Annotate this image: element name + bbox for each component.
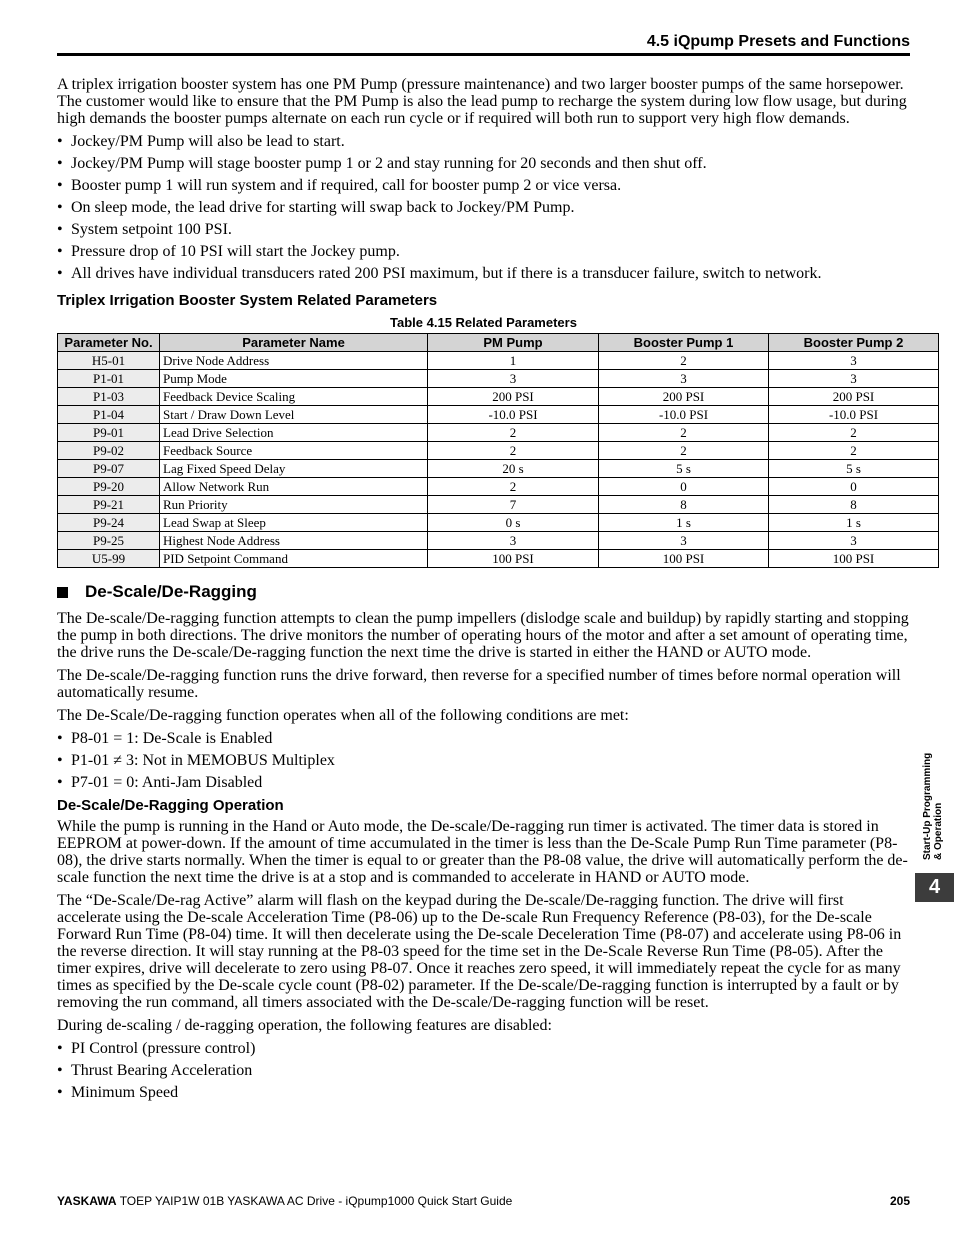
footer-doc-title: TOEP YAIP1W 01B YASKAWA AC Drive - iQpump1000 Quick Start Guide (116, 1194, 513, 1208)
parameter-value-cell: 3 (428, 370, 599, 388)
parameter-number-cell: P9-07 (58, 460, 160, 478)
column-header: Parameter Name (160, 334, 428, 352)
body-paragraph: The De-Scale/De-ragging function operates when all of the following conditions are met: (57, 707, 629, 724)
parameter-value-cell: -10.0 PSI (428, 406, 599, 424)
column-header: PM Pump (428, 334, 599, 352)
parameter-name-cell: Start / Draw Down Level (160, 406, 428, 424)
parameter-name-cell: Allow Network Run (160, 478, 428, 496)
parameter-number-cell: P9-21 (58, 496, 160, 514)
parameter-value-cell: 5 s (599, 460, 769, 478)
parameter-value-cell: 1 (428, 352, 599, 370)
intro-bullet-list (57, 133, 910, 282)
parameter-name-cell: Lead Drive Selection (160, 424, 428, 442)
parameter-number-cell: H5-01 (58, 352, 160, 370)
parameter-value-cell: 0 (769, 478, 939, 496)
parameter-value-cell: 1 s (769, 514, 939, 532)
parameter-value-cell: 200 PSI (769, 388, 939, 406)
parameter-name-cell: Pump Mode (160, 370, 428, 388)
side-tab-line: & Operation (933, 802, 944, 860)
list-item: • Minimum Speed (57, 1084, 910, 1101)
parameter-value-cell: 8 (599, 496, 769, 514)
list-item: • Jockey/PM Pump will also be lead to start. (57, 133, 910, 150)
list-item: • Pressure drop of 10 PSI will start the Jockey pump. (57, 243, 910, 260)
parameter-number-cell: P9-02 (58, 442, 160, 460)
parameter-value-cell: 3 (769, 352, 939, 370)
parameter-value-cell: 8 (769, 496, 939, 514)
table-row (58, 460, 939, 478)
parameter-name-cell: Feedback Source (160, 442, 428, 460)
parameter-value-cell: 200 PSI (599, 388, 769, 406)
table-row (58, 532, 939, 550)
chapter-tab: 4 (915, 873, 954, 902)
list-item: • P7-01 = 0: Anti-Jam Disabled (57, 774, 910, 791)
table-row (58, 388, 939, 406)
parameter-name-cell: Lag Fixed Speed Delay (160, 460, 428, 478)
parameter-name-cell: PID Setpoint Command (160, 550, 428, 568)
list-item: • Booster pump 1 will run system and if required, call for booster pump 2 or vice versa. (57, 177, 910, 194)
parameter-value-cell: 5 s (769, 460, 939, 478)
parameter-number-cell: P9-20 (58, 478, 160, 496)
parameter-number-cell: P9-25 (58, 532, 160, 550)
section-marker-icon (57, 587, 68, 598)
parameter-value-cell: 3 (599, 532, 769, 550)
parameter-number-cell: P9-24 (58, 514, 160, 532)
table-row (58, 406, 939, 424)
header-rule (57, 53, 910, 56)
column-header: Parameter No. (58, 334, 160, 352)
parameter-value-cell: 20 s (428, 460, 599, 478)
parameter-value-cell: 2 (599, 424, 769, 442)
page-number: 205 (889, 1194, 910, 1208)
table-row (58, 514, 939, 532)
parameter-value-cell: 1 s (599, 514, 769, 532)
parameter-value-cell: 100 PSI (599, 550, 769, 568)
parameter-name-cell: Run Priority (160, 496, 428, 514)
operation-heading: De-Scale/De-Ragging Operation (57, 797, 284, 814)
parameter-number-cell: P1-04 (58, 406, 160, 424)
list-item: • Jockey/PM Pump will stage booster pump 1 or 2 and stay running for 20 seconds and then shut off. (57, 155, 910, 172)
parameter-number-cell: P9-01 (58, 424, 160, 442)
related-parameters-table (57, 333, 939, 568)
parameter-value-cell: -10.0 PSI (599, 406, 769, 424)
parameter-value-cell: 3 (769, 370, 939, 388)
table-row (58, 424, 939, 442)
table-row (58, 370, 939, 388)
parameter-value-cell: 200 PSI (428, 388, 599, 406)
parameter-value-cell: 100 PSI (428, 550, 599, 568)
parameter-name-cell: Feedback Device Scaling (160, 388, 428, 406)
table-row (58, 442, 939, 460)
body-paragraph: The De-scale/De-ragging function attempts to clean the pump impellers (dislodge scale and buildup) by rapidly starting and stopping the pump in both directions. The drive monitors the number of operating hours of the motor and after a set amount of operating time, the drive runs the De-scale/De-ragging function the next time the drive is started in either the HAND or AUTO mode. (57, 610, 909, 661)
parameter-number-cell: U5-99 (58, 550, 160, 568)
parameter-value-cell: 7 (428, 496, 599, 514)
list-item: • Thrust Bearing Acceleration (57, 1062, 910, 1079)
side-tab-label (922, 730, 944, 860)
body-paragraph: The “De-Scale/De-rag Active” alarm will flash on the keypad during the De-scale/De-ragging function. The drive will first accelerate using the De-scale Acceleration Time (P8-06) up to the De-scale Run Frequency Reference (P8-03), for the De-scale Forward Run Time (P8-04) time. It will then decelerate using the De-scale Deceleration Time (P8-07) and accelerate using P8-06 in the reverse direction. It will stay running at the P8-03 speed for the time set in the De-Scale Reverse Run Time (P8-05). After the timer expires, drive will decelerate to zero using P8-07. Once it reaches zero speed, it will immediately repeat the cycle for as many times as specified by the De-scale cycle count (P8-02) parameter. If the De-scale/De-ragging function is interrupted by a fault or by removing the run command, all timers associated with the De-scale/De-ragging function will be reset. (57, 892, 902, 1011)
column-header: Booster Pump 1 (599, 334, 769, 352)
parameter-value-cell: 2 (769, 424, 939, 442)
parameter-name-cell: Highest Node Address (160, 532, 428, 550)
disabled-features-list (57, 1040, 910, 1101)
parameter-value-cell: 2 (428, 478, 599, 496)
section-heading (57, 582, 910, 602)
parameter-value-cell: 2 (428, 442, 599, 460)
parameter-value-cell: 100 PSI (769, 550, 939, 568)
parameter-value-cell: 2 (599, 352, 769, 370)
page-header-title: 4.5 iQpump Presets and Functions (646, 33, 910, 50)
parameter-value-cell: 2 (599, 442, 769, 460)
table-body (58, 352, 939, 568)
list-item: • P8-01 = 1: De-Scale is Enabled (57, 730, 910, 747)
body-paragraph: The De-scale/De-ragging function runs the drive forward, then reverse for a specified number of times before normal operation will automatically resume. (57, 667, 901, 701)
body-paragraph: During de-scaling / de-ragging operation, the following features are disabled: (57, 1017, 552, 1034)
parameter-value-cell: 2 (428, 424, 599, 442)
related-params-heading: Triplex Irrigation Booster System Related Parameters (57, 292, 438, 309)
list-item: • PI Control (pressure control) (57, 1040, 910, 1057)
column-header: Booster Pump 2 (769, 334, 939, 352)
conditions-list (57, 730, 910, 791)
parameter-name-cell: Lead Swap at Sleep (160, 514, 428, 532)
list-item: • System setpoint 100 PSI. (57, 221, 910, 238)
page-footer (57, 1194, 910, 1208)
parameter-value-cell: 2 (769, 442, 939, 460)
table-row (58, 352, 939, 370)
table-caption: Table 4.15 Related Parameters (390, 315, 577, 330)
footer-brand: YASKAWA (57, 1194, 117, 1208)
list-item: • P1-01 ≠ 3: Not in MEMOBUS Multiplex (57, 752, 910, 769)
parameter-number-cell: P1-01 (58, 370, 160, 388)
parameter-name-cell: Drive Node Address (160, 352, 428, 370)
parameter-value-cell: 3 (428, 532, 599, 550)
table-row (58, 550, 939, 568)
parameter-number-cell: P1-03 (58, 388, 160, 406)
section-title: De-Scale/De-Ragging (85, 582, 257, 601)
parameter-value-cell: 3 (599, 370, 769, 388)
list-item: • On sleep mode, the lead drive for starting will swap back to Jockey/PM Pump. (57, 199, 910, 216)
intro-paragraph: A triplex irrigation booster system has one PM Pump (pressure maintenance) and two larger booster pumps of the same horsepower. The customer would like to ensure that the PM Pump is also the lead pump to recharge the system during low flow usage, but during high demands the booster pumps alternate on each run cycle or if required will both run to support very high flow demands. (57, 76, 907, 127)
parameter-value-cell: 0 s (428, 514, 599, 532)
table-header-row (58, 334, 939, 352)
table-row (58, 496, 939, 514)
parameter-value-cell: -10.0 PSI (769, 406, 939, 424)
parameter-value-cell: 3 (769, 532, 939, 550)
body-paragraph: While the pump is running in the Hand or Auto mode, the De-scale/De-ragging run timer is activated. The timer data is stored in EEPROM at power-down. If the amount of time accumulated in the timer is less than the De-Scale Pump Run Time parameter (P8-08), the drive starts normally. When the timer is equal to or greater than the P8-08 value, the drive will automatically perform the de-scale function the next time the drive is at a stop and is commanded to accelerate in HAND or AUTO mode. (57, 818, 908, 886)
table-row (58, 478, 939, 496)
side-tab-line: Start-Up Programming (922, 752, 933, 860)
list-item: • All drives have individual transducers rated 200 PSI maximum, but if there is a transducer failure, switch to network. (57, 265, 910, 282)
parameter-value-cell: 0 (599, 478, 769, 496)
page-content (57, 76, 910, 1106)
